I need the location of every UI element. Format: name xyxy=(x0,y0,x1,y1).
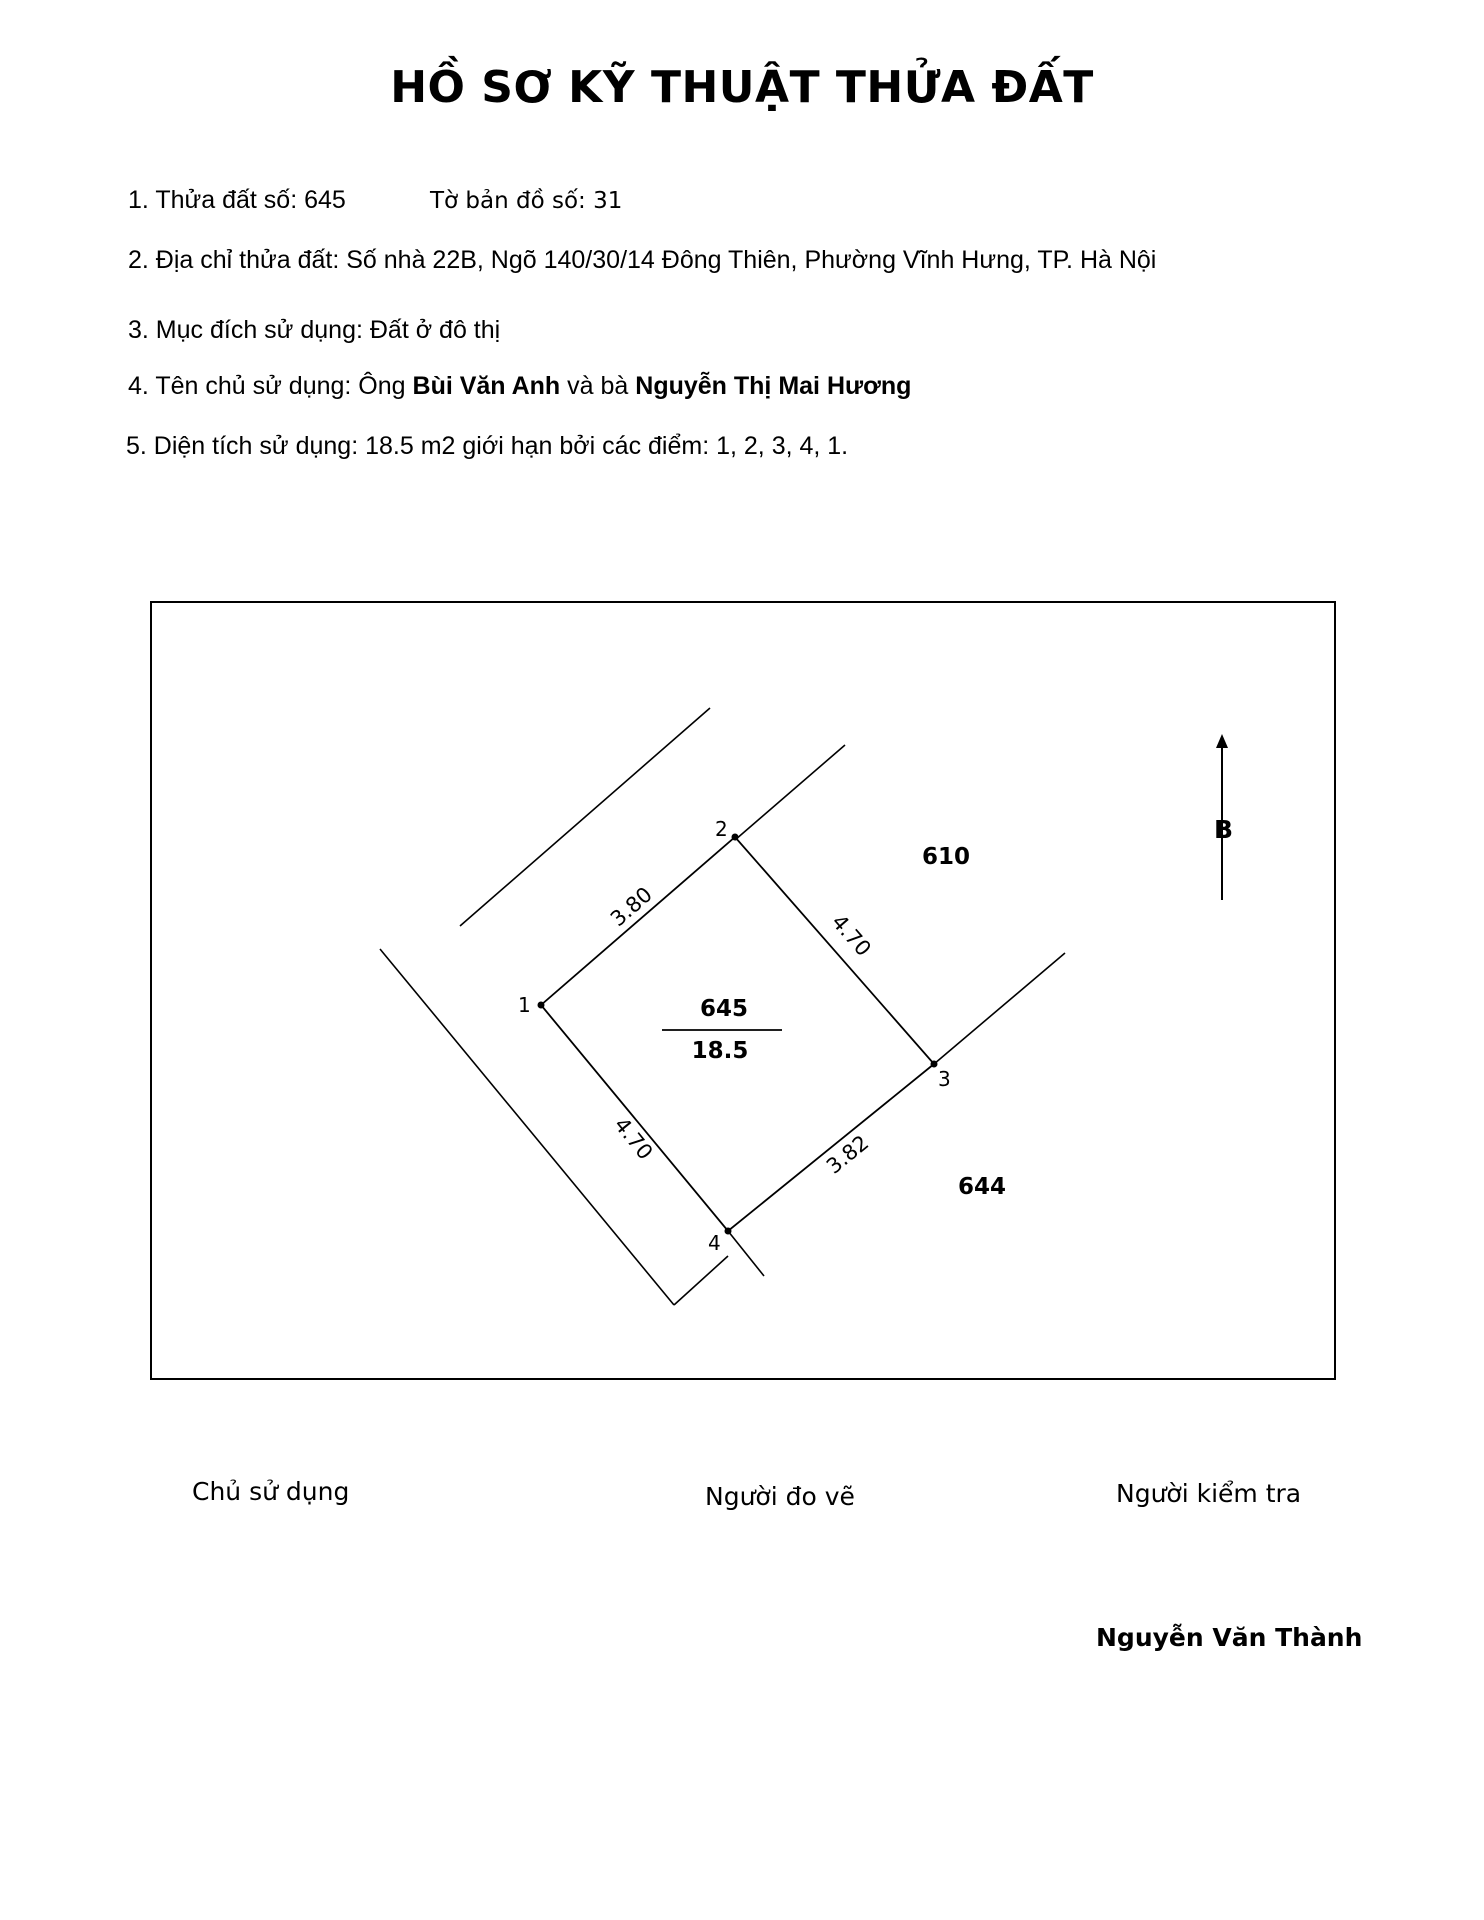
owner-name-1: Bùi Văn Anh xyxy=(412,372,561,400)
owner-middle: và bà xyxy=(560,372,636,400)
usage-purpose-line: 3. Mục đích sử dụng: Đất ở đô thị xyxy=(128,316,501,344)
inspector-signature-label: Người kiểm tra xyxy=(1116,1479,1302,1508)
point-label-1: 1 xyxy=(518,993,531,1017)
owner-name-2: Nguyễn Thị Mai Hương xyxy=(635,372,912,400)
vertex-1 xyxy=(538,1002,545,1009)
address-text: 2. Địa chỉ thửa đất: Số nhà 22B, Ngõ 140/30/14 Đông Thiên, Phường Vĩnh Hưng, TP. Hà Nội xyxy=(128,246,1157,274)
north-label: B xyxy=(1214,815,1234,844)
north-arrow-icon xyxy=(1216,734,1228,748)
edge-length-3-4: 3.82 xyxy=(821,1130,874,1179)
point-label-3: 3 xyxy=(938,1067,951,1091)
boundary-line xyxy=(934,953,1065,1064)
boundary-line xyxy=(728,1231,764,1276)
edge-length-2-3: 4.70 xyxy=(826,909,876,961)
boundary-line xyxy=(674,1256,728,1305)
parcel-number-line: 1. Thửa đất số: 645 xyxy=(128,186,346,214)
vertex-2 xyxy=(732,834,739,841)
document-title: HỒ SƠ KỸ THUẬT THỬA ĐẤT xyxy=(390,62,1094,113)
vertex-4 xyxy=(725,1228,732,1235)
edge-length-1-2: 3.80 xyxy=(605,882,657,932)
point-label-4: 4 xyxy=(708,1231,721,1255)
neighbor-parcel-644: 644 xyxy=(957,1174,1007,1200)
edge-length-4-1: 4.70 xyxy=(609,1112,658,1165)
parcel-outline xyxy=(541,837,934,1231)
parcel-area-label: 18.5 xyxy=(691,1038,749,1064)
surveyor-signature-label: Người đo vẽ xyxy=(705,1482,855,1511)
owner-signature-label: Chủ sử dụng xyxy=(192,1477,350,1506)
boundary-line xyxy=(735,745,845,840)
map-sheet-line: Tờ bản đồ số: 31 xyxy=(430,188,623,214)
parcel-number-label: 645 xyxy=(699,996,749,1022)
neighbor-parcel-610: 610 xyxy=(921,844,971,870)
point-label-2: 2 xyxy=(715,817,728,841)
vertex-3 xyxy=(931,1061,938,1068)
area-line: 5. Diện tích sử dụng: 18.5 m2 giới hạn bởi các điểm: 1, 2, 3, 4, 1. xyxy=(126,432,849,460)
boundary-line xyxy=(460,708,710,926)
inspector-name: Nguyễn Văn Thành xyxy=(1096,1623,1363,1652)
owner-prefix: 4. Tên chủ sử dụng: Ông xyxy=(128,372,413,400)
